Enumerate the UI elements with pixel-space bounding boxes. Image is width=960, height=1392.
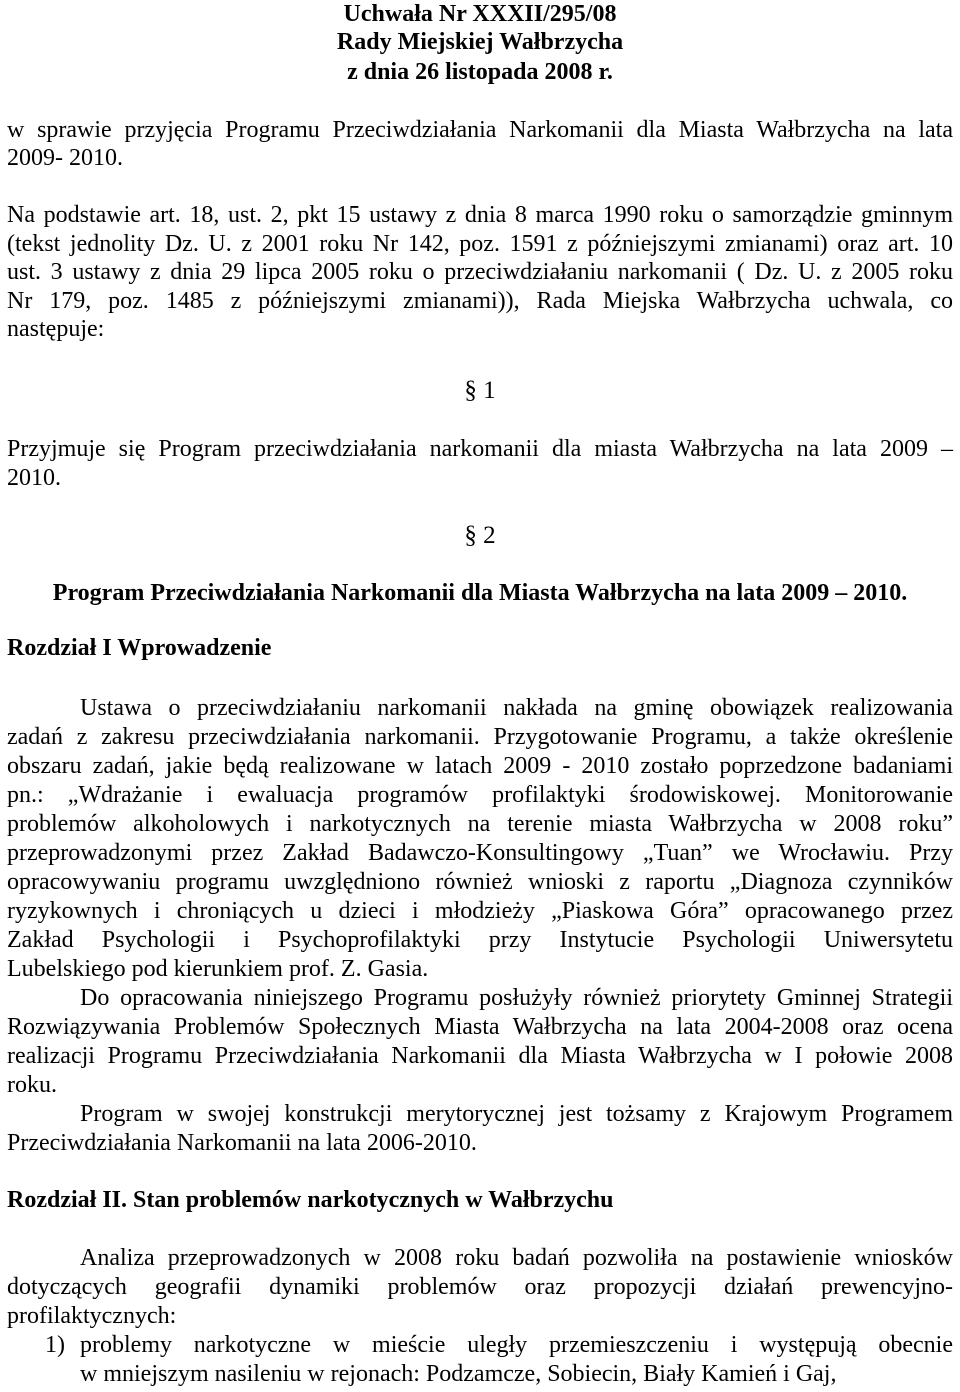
legal-basis-line: Na podstawie art. 18, ust. 2, pkt 15 ustawy z dnia 8 marca 1990 roku o samorządzie gminnym: [7, 202, 953, 228]
chapter-2-text-line: dotyczących geografii dynamiki problemów oraz propozycji działań prewencyjno-: [7, 1274, 953, 1300]
section-mark-2: § 2: [464, 522, 496, 549]
chapter-1-text-line: Program w swojej konstrukcji merytorycznej jest tożsamy z Krajowym Programem: [80, 1101, 953, 1127]
legal-basis-line: (tekst jednolity Dz. U. z 2001 roku Nr 142, poz. 1591 z późniejszymi zmianami) oraz art. 10: [7, 231, 953, 257]
chapter-1-text-line: Lubelskiego pod kierunkiem prof. Z. Gasia.: [7, 956, 429, 982]
section-1-line: 2010.: [7, 465, 61, 491]
chapter-1-text-line: ryzykownych i chroniących u dzieci i młodzieży „Piaskowa Góra” opracowanego przez: [7, 898, 953, 924]
chapter-2-text-line: profilaktycznych:: [7, 1303, 177, 1329]
legal-basis-line: Nr 179, poz. 1485 z późniejszymi zmianami)), Rada Miejska Wałbrzycha uchwala, co: [7, 288, 953, 314]
section-mark-1: § 1: [464, 377, 496, 404]
program-title: Program Przeciwdziałania Narkomanii dla Miasta Wałbrzycha na lata 2009 – 2010.: [52, 580, 908, 606]
chapter-2-title: Rozdział II. Stan problemów narkotycznych w Wałbrzychu: [7, 1187, 614, 1213]
resolution-number: Uchwała Nr XXXII/295/08: [343, 1, 617, 27]
section-1-line: Przyjmuje się Program przeciwdziałania narkomanii dla miasta Wałbrzycha na lata 2009 –: [7, 436, 953, 462]
legal-basis-line: ust. 3 ustawy z dnia 29 lipca 2005 roku o przeciwdziałaniu narkomanii ( Dz. U. z 2005 roku: [7, 259, 953, 285]
chapter-1-text-line: Ustawa o przeciwdziałaniu narkomanii nakłada na gminę obowiązek realizowania: [80, 695, 953, 721]
chapter-1-text-line: Rozwiązywania Problemów Społecznych Miasta Wałbrzycha na lata 2004-2008 oraz ocena: [7, 1014, 953, 1040]
chapter-1-text-line: Przeciwdziałania Narkomanii na lata 2006-2010.: [7, 1130, 477, 1156]
legal-basis-line: następuje:: [7, 316, 105, 342]
list-item-line: w mniejszym nasileniu w rejonach: Podzamcze, Sobiecin, Biały Kamień i Gaj,: [80, 1361, 837, 1387]
chapter-1-text-line: przeprowadzonymi przez Zakład Badawczo-Konsultingowy „Tuan” we Wrocławiu. Przy: [7, 840, 953, 866]
chapter-1-text-line: pn.: „Wdrażanie i ewaluacja programów profilaktyki środowiskowej. Monitorowanie: [7, 782, 953, 808]
chapter-1-text-line: problemów alkoholowych i narkotycznych na terenie miasta Wałbrzycha w 2008 roku”: [7, 811, 953, 837]
resolution-date: z dnia 26 listopada 2008 r.: [347, 59, 613, 85]
subject-line: 2009- 2010.: [7, 145, 123, 171]
chapter-1-text-line: obszaru zadań, jakie będą realizowane w latach 2009 - 2010 zostało poprzedzone badaniami: [7, 753, 953, 779]
chapter-1-text-line: zadań z zakresu przeciwdziałania narkomanii. Przygotowanie Programu, a także określenie: [7, 724, 953, 750]
list-item-number: 1): [45, 1332, 65, 1358]
chapter-2-text-line: Analiza przeprowadzonych w 2008 roku badań pozwoliła na postawienie wniosków: [80, 1245, 953, 1271]
council-name: Rady Miejskiej Wałbrzycha: [336, 29, 624, 55]
chapter-1-text-line: Zakład Psychologii i Psychoprofilaktyki przy Instytucie Psychologii Uniwersytetu: [7, 927, 953, 953]
list-item-line: problemy narkotyczne w mieście uległy przemieszczeniu i występują obecnie: [80, 1332, 953, 1358]
subject-line: w sprawie przyjęcia Programu Przeciwdziałania Narkomanii dla Miasta Wałbrzycha na lata: [7, 117, 953, 143]
chapter-1-text-line: Do opracowania niniejszego Programu posłużyły również priorytety Gminnej Strategii: [80, 985, 953, 1011]
chapter-1-text-line: opracowywaniu programu uwzględniono również wnioski z raportu „Diagnoza czynników: [7, 869, 953, 895]
chapter-1-text-line: realizacji Programu Przeciwdziałania Narkomanii dla Miasta Wałbrzycha w I połowie 2008: [7, 1043, 953, 1069]
chapter-1-title: Rozdział I Wprowadzenie: [7, 635, 272, 661]
chapter-1-text-line: roku.: [7, 1072, 57, 1098]
